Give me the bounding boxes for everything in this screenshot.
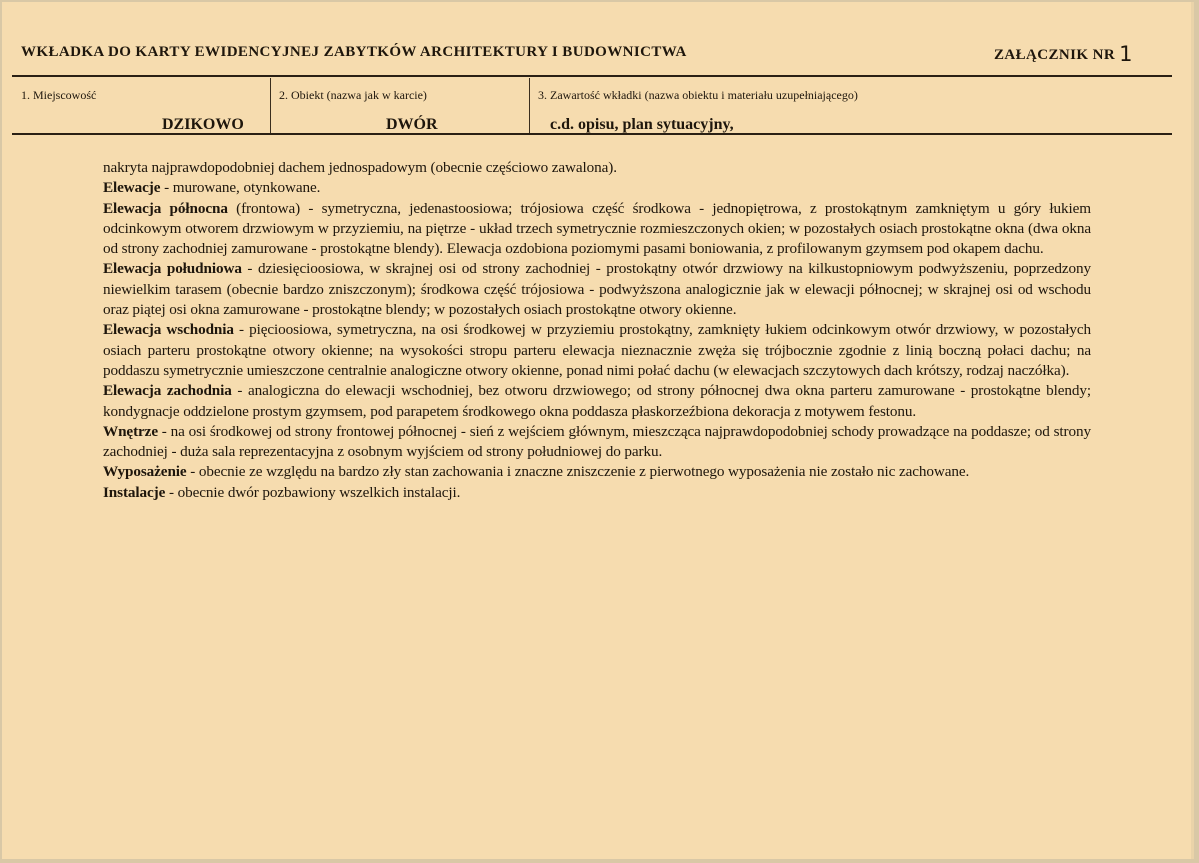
annex-label: ZAŁĄCZNIK NR <box>994 47 1116 63</box>
document-title: WKŁADKA DO KARTY EWIDENCYJNEJ ZABYTKÓW ARCHITEKTURY I BUDOWNICTWA <box>21 44 687 60</box>
field-label-locality: 1. Miejscowość <box>21 88 97 102</box>
section-elewacja-polnocna <box>103 199 1091 260</box>
field-value-contents: c.d. opisu, plan sytuacyjny, <box>550 116 734 133</box>
section-text: - obecnie ze względu na bardzo zły stan zachowania i znaczne zniszczenie z pierwotnego wyposażenia nie zostało nic zachowane. <box>186 463 970 481</box>
section-text: - pięcioosiowa, symetryczna, na osi środkowej w przyziemiu prostokątny, zamknięty łukiem odcinkowym otwór drzwiowy, w pozostałych osiach parteru prostokątne otwory okienne; na wysokości stropu parteru elewacja nieznacznie zwęża się trójbocznie zgodnie z linią boczną połaci dachu; na poddaszu symetrycznie umieszczone centralnie analogiczne otwory okienne, ponad nimi połać dachu (w elewacjach szczytowych dach krótszy, rodzaj naczółka). <box>103 321 1091 379</box>
section-title: Elewacja północna <box>103 199 228 217</box>
section-title: Elewacja zachodnia <box>103 382 232 400</box>
section-text: - murowane, otynkowane. <box>160 179 321 197</box>
section-text: - dziesięcioosiowa, w skrajnej osi od strony zachodniej - prostokątny otwór drzwiowy na kilkustopniowym podwyższeniu, poprzedzony niewielkim tarasem (obecnie bardzo zniszczonym); środkowa część trójosiowa - podwyższona analogicznie jak w elewacji północnej; w skrajnej osi od wschodu oraz piątej osi okna zamurowane - prostokątne blendy; w pozostałych osiach prostokątne otwory okienne. <box>103 260 1092 319</box>
header-rule-bottom <box>12 133 1172 135</box>
section-title: Instalacje <box>103 483 166 501</box>
section-text: - analogiczna do elewacji wschodniej, bez otworu drzwiowego; od strony północnej dwa okna parteru zamurowane - prostokątne blendy; kondygnacje oddzielone prostym gzymsem, pod parapetem środkowego okna poddasza płaskorzeźbiona dekoracja z motywem festonu. <box>103 382 1091 420</box>
section-title: Elewacja południowa <box>103 260 242 278</box>
field-value-locality: DZIKOWO <box>162 116 244 133</box>
header-rule-top <box>12 75 1172 77</box>
field-label-contents: 3. Zawartość wkładki (nazwa obiektu i materiału uzupełniającego) <box>538 88 858 102</box>
section-title: Elewacja wschodnia <box>103 321 234 339</box>
section-title: Elewacje <box>103 179 161 197</box>
description-text <box>103 158 1091 503</box>
description-intro: nakryta najprawdopodobniej dachem jednospadowym (obecnie częściowo zawalona). <box>103 159 617 176</box>
field-divider-1 <box>270 78 271 134</box>
section-elewacja-zachodnia <box>103 381 1091 422</box>
annex-heading <box>994 40 1133 64</box>
section-wnetrze <box>103 422 1091 463</box>
annex-number: 1 <box>1119 42 1133 66</box>
section-elewacje <box>103 178 1091 198</box>
section-title: Wyposażenie <box>103 463 187 481</box>
field-label-object: 2. Obiekt (nazwa jak w karcie) <box>279 88 427 102</box>
section-text: - na osi środkowej od strony frontowej północnej - sień z wejściem głównym, mieszcząca najprawdopodobniej schody prowadzące na poddasze; od strony zachodniej - duża sala reprezentacyjna z osobnym wyjściem od strony południowej do parku. <box>103 422 1091 461</box>
section-text: (frontowa) - symetryczna, jedenastoosiowa; trójosiowa część środkowa - jednopiętrowa, z prostokątnym zamkniętym u góry łukiem odcinkowym otworem drzwiowym w przyziemiu, na piętrze - układ trzech symetrycznie rozmieszczonych okien; w pozostałych osiach prostokątne okna (dwa okna od strony zachodniej zamurowane - prostokątne blendy). Elewacja ozdobiona poziomymi pasami boniowania, z profilowanym gzymsem pod okapem dachu. <box>103 199 1091 258</box>
section-title: Wnętrze <box>103 422 158 440</box>
field-divider-2 <box>529 78 530 134</box>
section-instalacje <box>103 483 1091 503</box>
record-card <box>2 2 1194 859</box>
section-wyposazenie <box>103 462 1091 482</box>
section-text: - obecnie dwór pozbawiony wszelkich instalacji. <box>165 483 461 501</box>
field-value-object: DWÓR <box>386 116 438 133</box>
section-elewacja-wschodnia <box>103 320 1091 381</box>
section-elewacja-poludniowa <box>103 259 1091 320</box>
